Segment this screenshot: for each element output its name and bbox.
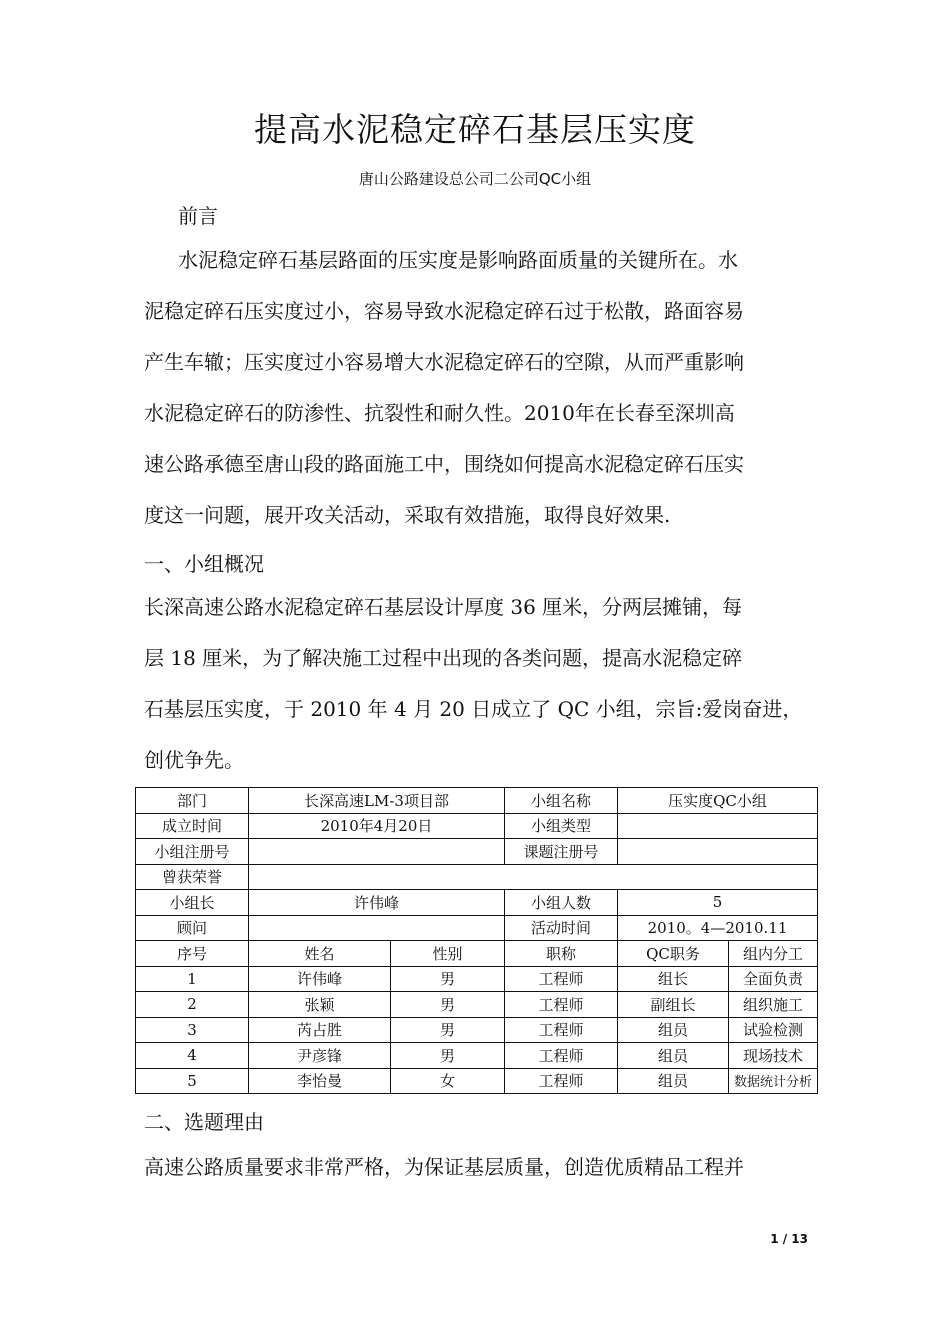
member-cell: 2 — [136, 992, 249, 1018]
table-row — [136, 890, 818, 916]
member-cell: 组员 — [618, 1068, 729, 1094]
member-cell: 张颖 — [249, 992, 391, 1018]
member-count-label: 小组人数 — [505, 890, 618, 916]
member-cell: 试验检测 — [729, 1017, 818, 1043]
founded-value: 2010年4月20日 — [249, 813, 505, 839]
qc-group-table — [135, 787, 818, 1094]
member-cell: 芮占胜 — [249, 1017, 391, 1043]
table-row — [136, 1068, 818, 1094]
table-row — [136, 1043, 818, 1069]
member-cell: 女 — [391, 1068, 505, 1094]
leader-label: 小组长 — [136, 890, 249, 916]
member-cell: 工程师 — [505, 1068, 618, 1094]
member-cell: 组员 — [618, 1043, 729, 1069]
section1-line: 层 18 厘米，为了解决施工过程中出现的各类问题，提高水泥稳定碎 — [144, 646, 743, 670]
table-row — [136, 915, 818, 941]
member-cell: 工程师 — [505, 1043, 618, 1069]
table-row — [136, 864, 818, 890]
member-cell: 许伟峰 — [249, 966, 391, 992]
header-cell: 序号 — [136, 941, 249, 967]
preface-line: 水泥稳定碎石的防渗性、抗裂性和耐久性。2010年在长春至深圳高 — [144, 401, 735, 425]
table-row — [136, 839, 818, 865]
page-indicator: 1 / 13 — [770, 1232, 808, 1246]
honors-value — [249, 864, 818, 890]
group-reg-value — [249, 839, 505, 865]
table-row — [136, 966, 818, 992]
section1-paragraph — [144, 582, 808, 786]
group-reg-label: 小组注册号 — [136, 839, 249, 865]
dept-label: 部门 — [136, 788, 249, 814]
topic-reg-value — [618, 839, 818, 865]
member-cell: 男 — [391, 966, 505, 992]
member-cell: 组织施工 — [729, 992, 818, 1018]
group-type-value — [618, 813, 818, 839]
preface-line: 泥稳定碎石压实度过小，容易导致水泥稳定碎石过于松散，路面容易 — [144, 299, 744, 323]
header-cell: 性别 — [391, 941, 505, 967]
preface-line: 产生车辙；压实度过小容易增大水泥稳定碎石的空隙，从而严重影响 — [144, 350, 744, 374]
section2-line: 高速公路质量要求非常严格，为保证基层质量，创造优质精品工程并 — [144, 1155, 744, 1179]
member-cell: 工程师 — [505, 1017, 618, 1043]
advisor-label: 顾问 — [136, 915, 249, 941]
header-cell: 姓名 — [249, 941, 391, 967]
table-row — [136, 813, 818, 839]
member-cell: 李怡曼 — [249, 1068, 391, 1094]
member-cell: 副组长 — [618, 992, 729, 1018]
preface-line: 水泥稳定碎石基层路面的压实度是影响路面质量的关键所在。水 — [178, 248, 738, 272]
section2-heading: 二、选题理由 — [144, 1110, 264, 1134]
preface-line: 速公路承德至唐山段的路面施工中，围绕如何提高水泥稳定碎石压实 — [144, 452, 744, 476]
preface-paragraph — [144, 235, 808, 541]
section1-heading: 一、小组概况 — [144, 552, 264, 576]
member-cell: 尹彦锋 — [249, 1043, 391, 1069]
document-title: 提高水泥稳定碎石基层压实度 — [254, 110, 696, 149]
section1-line: 石基层压实度，于 2010 年 4 月 20 日成立了 QC 小组，宗旨:爱岗奋进， — [144, 697, 803, 721]
advisor-value — [249, 915, 505, 941]
member-cell: 组长 — [618, 966, 729, 992]
topic-reg-label: 课题注册号 — [505, 839, 618, 865]
founded-label: 成立时间 — [136, 813, 249, 839]
member-cell: 工程师 — [505, 966, 618, 992]
section1-line: 长深高速公路水泥稳定碎石基层设计厚度 36 厘米，分两层摊铺，每 — [144, 595, 743, 619]
member-cell: 男 — [391, 1043, 505, 1069]
member-cell: 数据统计分析 — [729, 1068, 818, 1094]
member-cell: 4 — [136, 1043, 249, 1069]
activity-time-value: 2010。4—2010.11 — [618, 915, 818, 941]
dept-value: 长深高速LM-3项目部 — [249, 788, 505, 814]
member-cell: 组员 — [618, 1017, 729, 1043]
preface-heading: 前言 — [178, 204, 218, 228]
table-row — [136, 788, 818, 814]
member-cell: 1 — [136, 966, 249, 992]
activity-time-label: 活动时间 — [505, 915, 618, 941]
section2-paragraph — [144, 1142, 808, 1193]
member-cell: 现场技术 — [729, 1043, 818, 1069]
member-cell: 全面负责 — [729, 966, 818, 992]
group-name-value: 压实度QC小组 — [618, 788, 818, 814]
member-cell: 5 — [136, 1068, 249, 1094]
leader-value: 许伟峰 — [249, 890, 505, 916]
table-row — [136, 1017, 818, 1043]
header-cell: 组内分工 — [729, 941, 818, 967]
group-type-label: 小组类型 — [505, 813, 618, 839]
member-cell: 工程师 — [505, 992, 618, 1018]
section1-line: 创优争先。 — [144, 748, 244, 772]
honors-label: 曾获荣誉 — [136, 864, 249, 890]
member-cell: 3 — [136, 1017, 249, 1043]
member-cell: 男 — [391, 992, 505, 1018]
preface-line: 度这一问题，展开攻关活动，采取有效措施，取得良好效果. — [144, 503, 671, 527]
document-subtitle: 唐山公路建设总公司二公司QC小组 — [358, 170, 592, 188]
table-header-row — [136, 941, 818, 967]
group-name-label: 小组名称 — [505, 788, 618, 814]
header-cell: 职称 — [505, 941, 618, 967]
member-cell: 男 — [391, 1017, 505, 1043]
table-row — [136, 992, 818, 1018]
member-count-value: 5 — [618, 890, 818, 916]
header-cell: QC职务 — [618, 941, 729, 967]
